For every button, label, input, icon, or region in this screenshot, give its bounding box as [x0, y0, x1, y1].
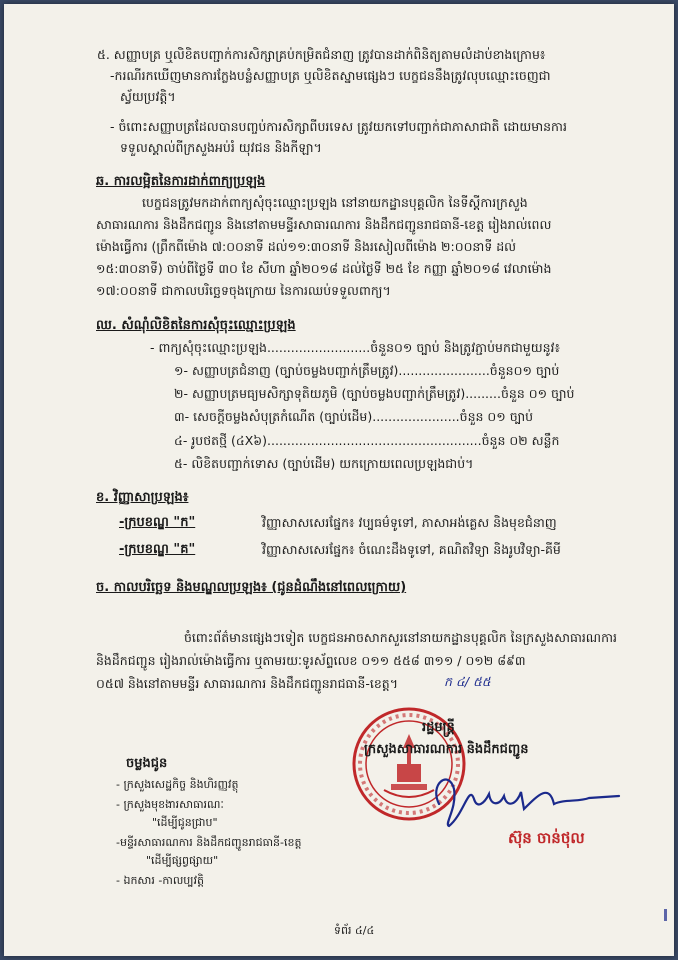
recipient-item-3-note: "ដើម្បីផ្សព្វផ្សាយ": [146, 854, 219, 867]
document-item-3: ៣- សេចក្តីចម្លងសំបុត្រកំណើត (ច្បាប់ដើម)......................ចំនួន ០១ ច្បាប់: [174, 409, 534, 424]
handwritten-note: ក ៤/ ៥៥: [444, 674, 491, 689]
handwritten-signature-icon: [429, 764, 629, 834]
bullet-forgery-line2: ស្វ័យប្រវត្តិ។: [120, 89, 176, 104]
framework-c-label: -ក្របខណ្ឌ "គ": [119, 542, 196, 557]
bullet-foreign-line1: - ចំពោះសញ្ញាបត្រដែលបានបញ្ចប់ការសិក្សាពីបរទេស ត្រូវយកទៅបញ្ជាក់ជាភាសាជាតិ ដោយមានការ: [110, 119, 567, 134]
contact-para-line3: ០៥៧ និងនៅតាមមន្ទីរ សាធារណការ និងដឹកជញ្ជូនរាជធានី-ខេត្ត។: [96, 676, 398, 691]
ink-mark: [664, 909, 667, 921]
section-exam-date-heading: ច. កាលបរិច្ឆេទ និងមណ្ឌលប្រឡង៖ (ជូនដំណឹងនៅពេលក្រោយ): [96, 580, 407, 595]
contact-para-line1: ចំពោះព័ត៌មានផ្សេងៗទៀត បេក្ខជនអាចសាកសួរនៅនាយកដ្ឋានបុគ្គលិក នៃក្រសួងសាធារណការ: [184, 630, 617, 645]
signature-title-1: រដ្ឋមន្ត្រី: [422, 720, 455, 735]
documents-intro: - ពាក្យសុំចុះឈ្មោះប្រឡង..........................ចំនួន០១ ច្បាប់ និងត្រូវភ្ជាប់មកជាមួយនូវ៖: [150, 340, 561, 355]
page-number: ទំព័រ ៤/៤: [334, 924, 375, 937]
application-para-line4: ១៥:៣០នាទី) ចាប់ពីថ្ងៃទី ៣០ ខែ សីហា ឆ្នាំ២០១៨ ដល់ថ្ងៃទី ២៥ ខែ កញ្ញា ឆ្នាំ២០១៨ វេលាម៉ោង: [96, 261, 552, 276]
document-item-2: ២- សញ្ញាបត្រមធ្យមសិក្សាទុតិយភូមិ (ច្បាប់ចម្លងបញ្ជាក់ត្រឹមត្រូវ).........ចំនួន ០១ ច្បាប់: [174, 386, 575, 401]
framework-c-subjects: វិញ្ញាសាសសេរផ្នែក៖ ចំណេះដឹងទូទៅ, គណិតវិទ្យា និងរូបវិទ្យា-គីមី: [262, 542, 561, 557]
recipient-item-2-note: "ដើម្បីជូនជ្រាប": [152, 816, 218, 829]
bullet-forgery-line1: -ករណីរកឃើញមានការក្លែងបន្លំសញ្ញាបត្រ ឬលិខិតស្នាមផ្សេងៗ បេក្ខជននឹងត្រូវលុបឈ្មោះចេញជា: [110, 68, 551, 83]
bullet-foreign-line2: ទទួលស្គាល់ពីក្រសួងអប់រំ យុវជន និងកីឡា។: [120, 140, 322, 155]
document-item-5: ៥- លិខិតបញ្ជាក់ទោស (ច្បាប់ដើម) យកក្រោយពេលប្រឡងជាប់។: [174, 456, 474, 471]
section-exam-subjects-heading: ខ. វិញ្ញាសាប្រឡង៖: [96, 490, 189, 505]
signature-title-2: ក្រសួងសាធារណការ និងដឹកជញ្ជូន: [364, 742, 529, 757]
framework-a-subjects: វិញ្ញាសាសសេរផ្នែក៖ វប្បធម៌ទូទៅ, ភាសាអង់គ្លេស និងមុខជំនាញ: [262, 515, 557, 530]
document-item-1: ១- សញ្ញាបត្រជំនាញ (ច្បាប់ចម្លងបញ្ជាក់ត្រឹមត្រូវ).......................ចំនួន០១ ច្បាប់: [174, 363, 560, 378]
application-para-line1: បេក្ខជនត្រូវមកដាក់ពាក្យសុំចុះឈ្មោះប្រឡង នៅនាយកដ្ឋានបុគ្គលិក នៃទីស្តីការក្រសួង: [142, 195, 528, 210]
recipient-item-1: - ក្រសួងសេដ្ឋកិច្ច និងហិរញ្ញវត្ថុ: [116, 778, 239, 791]
section-5-heading: ៥. សញ្ញាបត្រ ឬលិខិតបញ្ជាក់ការសិក្សាគ្រប់កម្រិតជំនាញ ត្រូវបានដាក់ពិនិត្យតាមលំដាប់ខាងក្រោម៖: [97, 47, 546, 62]
section-documents-heading: ឈ. សំណុំលិខិតនៃការសុំចុះឈ្មោះប្រឡង: [96, 318, 296, 333]
document-page: [4, 4, 674, 956]
contact-para-line2: និងដឹកជញ្ជូន រៀងរាល់ម៉ោងធ្វើការ ឬតាមរយៈទូរស័ព្ទលេខ ០១១ ៥៥៨ ៣១១ / ០១២ ៨៩៣: [96, 653, 526, 668]
section-application-heading: ឆ. ការលម្អិតនៃការដាក់ពាក្យប្រឡង: [96, 174, 266, 189]
framework-a-label: -ក្របខណ្ឌ "ក": [119, 515, 196, 530]
recipient-item-4: - ឯកសារ -កាលប្បវត្តិ: [116, 874, 205, 887]
recipient-item-2: - ក្រសួងមុខងារសាធារណៈ: [116, 798, 224, 811]
application-para-line5: ១៧:០០នាទី ជាកាលបរិច្ឆេទចុងក្រោយ នៃការឈប់ទទួលពាក្យ។: [96, 283, 391, 298]
application-para-line3: ម៉ោងធ្វើការ (ព្រឹកពីម៉ោង ៧:០០នាទី ដល់១១:៣០នាទី និងរសៀលពីម៉ោង ២:០០នាទី ដល់: [96, 239, 517, 254]
signatory-name: ស៊ុន ចាន់ថុល: [508, 829, 585, 847]
document-item-4: ៤- រូបថតថ្មី (៤X៦)......................................................ចំនួន ០២ សន្លឹក: [174, 433, 560, 448]
recipient-item-3: -មន្ទីរសាធារណការ និងដឹកជញ្ជូនរាជធានី-ខេត្ត: [116, 836, 302, 849]
application-para-line2: សាធារណការ និងដឹកជញ្ជូន និងនៅតាមមន្ទីរសាធារណការ និងដឹកជញ្ជូនរាជធានី-ខេត្ត រៀងរាល់ពេល: [96, 217, 552, 232]
recipients-heading: ចម្លងជូន: [126, 756, 168, 771]
